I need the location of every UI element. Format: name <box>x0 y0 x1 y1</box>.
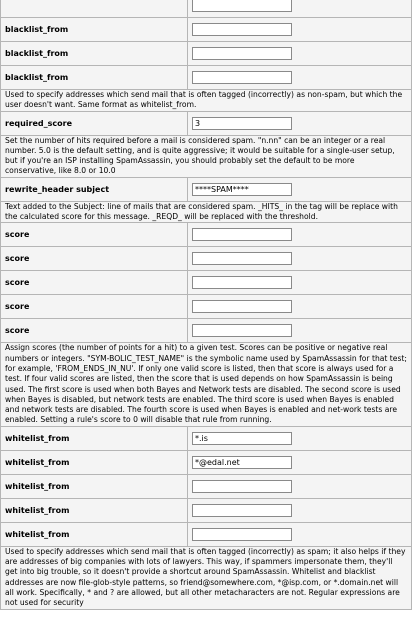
setting-label: score <box>1 247 187 270</box>
whitelist-description: Used to specify addresses which send mail that is often tagged (incorrectly) as spam; it also helps if they are addresses of big companies with lots of lawyers. This way, if spammers impersonate them, they'll get into big trouble, so it doesn't provide a shortcut around SpamAssassin. Whitelist and blacklist addresses are now file-glob-style patterns, so friend@somewhere.com, *@isp.com, or *.domain.net will all work. Specifically, * and ? are allowed, but all other metacharacters are not. Regular expressions are not used for security <box>1 547 411 609</box>
whitelist-from-input[interactable] <box>192 480 292 493</box>
setting-label: score <box>1 295 187 318</box>
score-row <box>1 295 411 318</box>
rewrite-header-description: Text added to the Subject: line of mails that are considered spam. _HITS_ in the tag will be replace with the calculated score for this message. _REQD_ will be replaced with the threshold. <box>1 202 411 223</box>
score-row <box>1 271 411 294</box>
blacklist-from-input[interactable] <box>192 23 292 36</box>
settings-row <box>1 0 411 17</box>
blacklist-from-row <box>1 18 411 41</box>
score-input[interactable] <box>192 300 292 313</box>
setting-label: blacklist_from <box>1 18 187 41</box>
score-row <box>1 247 411 270</box>
setting-label: score <box>1 319 187 342</box>
rewrite-header-row <box>1 178 411 201</box>
setting-label: blacklist_from <box>1 66 187 89</box>
score-input[interactable] <box>192 252 292 265</box>
blacklist-description-row <box>1 90 411 111</box>
whitelist-from-row <box>1 523 411 546</box>
setting-label: required_score <box>1 112 187 135</box>
whitelist-from-input[interactable] <box>192 504 292 517</box>
blacklist-description: Used to specify addresses which send mail that is often tagged (incorrectly) as non-spam, but which the user doesn't want. Same format as whitelist_from. <box>1 90 411 111</box>
required-score-row <box>1 112 411 135</box>
setting-label: whitelist_from <box>1 475 187 498</box>
whitelist-from-row <box>1 427 411 450</box>
whitelist-from-input[interactable] <box>192 528 292 541</box>
whitelist-from-row <box>1 475 411 498</box>
score-input[interactable] <box>192 324 292 337</box>
blacklist-from-input[interactable] <box>192 71 292 84</box>
setting-label: whitelist_from <box>1 523 187 546</box>
setting-label: whitelist_from <box>1 499 187 522</box>
score-input[interactable] <box>192 276 292 289</box>
whitelist-from-row <box>1 451 411 474</box>
score-description: Assign scores (the number of points for a hit) to a given test. Scores can be positive or negative real numbers or integers. "SYM-BOLIC_TEST_NAME" is the symbolic name used by SpamAssassin for that test; for example, 'FROM_ENDS_IN_NU'. If only one valid score is listed, then that score is always used for a test. If four valid scores are listed, then the score that is used depends on how SpamAssassin is being used. The first score is used when both Bayes and Network tests are disabled. The second score is used when Bayes is disabled, but network tests are enabled. The third score is used when Bayes is enabled and network tests are disabled. The fourth score is used when Bayes is enabled and net-work tests are enabled. Setting a rule's score to 0 will disable that rule from running. <box>1 343 411 425</box>
setting-label <box>1 0 187 17</box>
score-row <box>1 223 411 246</box>
whitelist-from-row <box>1 499 411 522</box>
required-score-description-row <box>1 136 411 177</box>
score-row <box>1 319 411 342</box>
setting-label: score <box>1 223 187 246</box>
setting-input[interactable] <box>192 0 292 12</box>
whitelist-description-row <box>1 547 411 609</box>
required-score-input[interactable] <box>192 117 292 130</box>
blacklist-from-row <box>1 66 411 89</box>
setting-label: blacklist_from <box>1 42 187 65</box>
rewrite-header-description-row <box>1 202 411 223</box>
setting-label: whitelist_from <box>1 451 187 474</box>
setting-label: whitelist_from <box>1 427 187 450</box>
score-input[interactable] <box>192 228 292 241</box>
whitelist-from-input[interactable] <box>192 432 292 445</box>
rewrite-header-input[interactable] <box>192 183 292 196</box>
whitelist-from-input[interactable] <box>192 456 292 469</box>
required-score-description: Set the number of hits required before a mail is considered spam. "n.nn" can be an integer or a real number. 5.0 is the default setting, and is quite aggressive; it would be suitable for a single-user setup, but if you're an ISP installing SpamAssassin, you should probably set the default to be more conservative, like 8.0 or 10.0 <box>1 136 411 177</box>
setting-label: rewrite_header subject <box>1 178 187 201</box>
score-description-row <box>1 343 411 425</box>
blacklist-from-row <box>1 42 411 65</box>
setting-label: score <box>1 271 187 294</box>
blacklist-from-input[interactable] <box>192 47 292 60</box>
